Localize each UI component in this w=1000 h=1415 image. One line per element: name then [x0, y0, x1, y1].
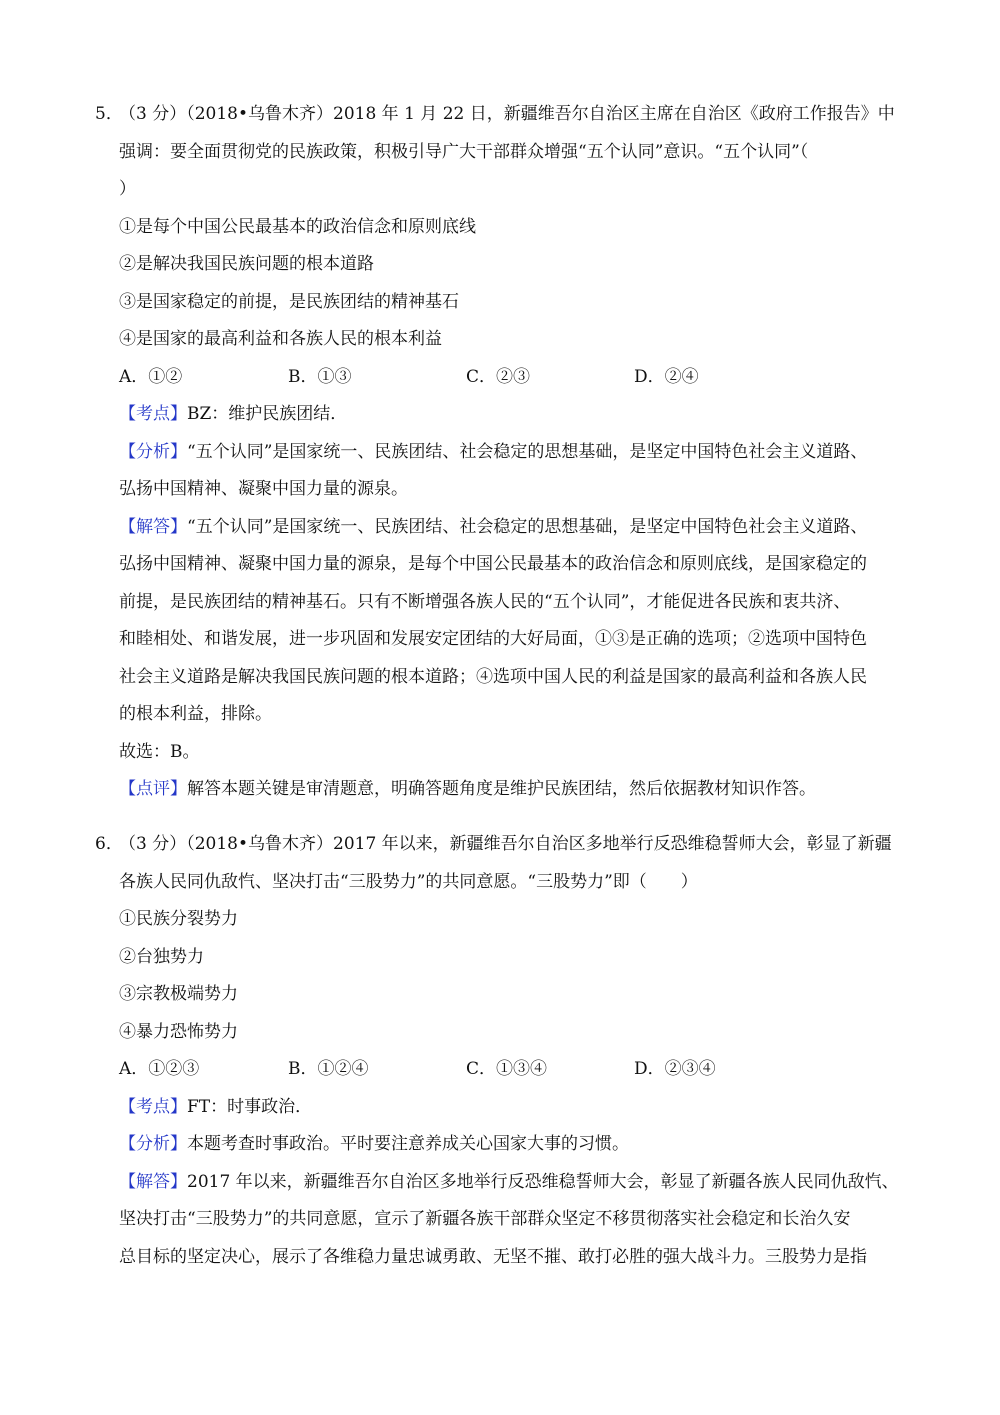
question-stem-line: 6．（3 分）（2018•乌鲁木齐）2017 年以来，新疆维吾尔自治区多地举行反恐维稳誓师大会，彰显了新疆 [95, 826, 915, 864]
fenxi-line: 弘扬中国精神、凝聚中国力量的源泉。 [119, 479, 408, 499]
question-stem-line: 强调：要全面贯彻党的民族政策，积极引导广大干部群众增强“五个认同”意识。“五个认同”（ [119, 141, 809, 162]
jieda-label: 解答 [136, 1171, 170, 1192]
option-c: C．②③ [466, 366, 531, 387]
jieda-line: 的根本利益，排除。 [119, 704, 272, 724]
jieda-section: 【解答】“五个认同”是国家统一、民族团结、社会稳定的思想基础，是坚定中国特色社会主义道路、 [119, 516, 868, 537]
statement-item: ②台独势力 [119, 946, 204, 967]
fenxi-label: 分析 [136, 441, 170, 462]
jieda-line: 和睦相处、和谐发展，进一步巩固和发展安定团结的大好局面，①③是正确的选项；②选项中国特色 [119, 629, 867, 649]
option-d: D．②④ [634, 366, 699, 387]
option-d: D．②③④ [634, 1059, 716, 1079]
question-stem-line: 5．（3 分）（2018•乌鲁木齐）2018 年 1 月 22 日，新疆维吾尔自治区主席在自治区《政府工作报告》中 [95, 96, 915, 134]
question-stem-line: 各族人民同仇敌忾、坚决打击“三股势力”的共同意愿。“三股势力”即（ ） [119, 871, 698, 892]
statement-item: ②是解决我国民族问题的根本道路 [119, 254, 374, 274]
option-c: C．①③④ [466, 1059, 548, 1079]
jieda-section: 【解答】2017 年以来，新疆维吾尔自治区多地举行反恐维稳誓师大会，彰显了新疆各族人民同仇敌忾、 [119, 1171, 899, 1192]
jieda-line: 前提，是民族团结的精神基石。只有不断增强各族人民的“五个认同”，才能促进各民族和衷共济、 [119, 591, 851, 612]
option-b: B．①②④ [288, 1059, 369, 1079]
statement-item: ③是国家稳定的前提，是民族团结的精神基石 [119, 291, 459, 312]
answer-options [95, 1051, 915, 1089]
jieda-label: 解答 [136, 516, 170, 537]
statement-item: ①民族分裂势力 [119, 909, 238, 929]
statement-item: ④是国家的最高利益和各族人民的根本利益 [119, 329, 442, 349]
dianping-label: 点评 [136, 779, 170, 799]
answer-options [95, 359, 915, 397]
kaodian-section: 【考点】BZ：维护民族团结． [119, 404, 348, 424]
fenxi-section: 【分析】“五个认同”是国家统一、民族团结、社会稳定的思想基础，是坚定中国特色社会主义道路、 [119, 441, 868, 462]
jieda-line: 故选：B。 [119, 741, 200, 762]
jieda-line: 总目标的坚定决心，展示了各维稳力量忠诚勇敢、无坚不摧、敢打必胜的强大战斗力。三股势力是指 [119, 1246, 867, 1267]
option-b: B．①③ [288, 366, 352, 387]
question-5 [95, 96, 915, 809]
kaodian-section: 【考点】FT：时事政治． [119, 1096, 313, 1117]
kaodian-label: 考点 [136, 1096, 170, 1117]
jieda-line: 坚决打击“三股势力”的共同意愿，宣示了新疆各族干部群众坚定不移贯彻落实社会稳定和长治久安 [119, 1209, 851, 1229]
fenxi-label: 分析 [136, 1134, 170, 1154]
fenxi-section: 【分析】本题考查时事政治。平时要注意养成关心国家大事的习惯。 [119, 1134, 629, 1154]
question-6 [95, 826, 915, 1276]
jieda-line: 弘扬中国精神、凝聚中国力量的源泉，是每个中国公民最基本的政治信念和原则底线，是国家稳定的 [119, 554, 867, 574]
question-number: 5． [95, 104, 123, 124]
statement-item: ④暴力恐怖势力 [119, 1021, 238, 1042]
statement-item: ①是每个中国公民最基本的政治信念和原则底线 [119, 216, 476, 237]
question-number: 6． [95, 834, 123, 854]
option-a: A．①② [119, 366, 183, 387]
dianping-section: 【点评】解答本题关键是审清题意，明确答题角度是维护民族团结，然后依据教材知识作答。 [119, 779, 816, 799]
kaodian-label: 考点 [136, 404, 170, 424]
jieda-line: 社会主义道路是解决我国民族问题的根本道路；④选项中国人民的利益是国家的最高利益和各族人民 [119, 666, 867, 687]
statement-item: ③宗教极端势力 [119, 984, 238, 1004]
option-a: A．①②③ [119, 1059, 200, 1079]
question-stem-line: ） [119, 179, 136, 199]
